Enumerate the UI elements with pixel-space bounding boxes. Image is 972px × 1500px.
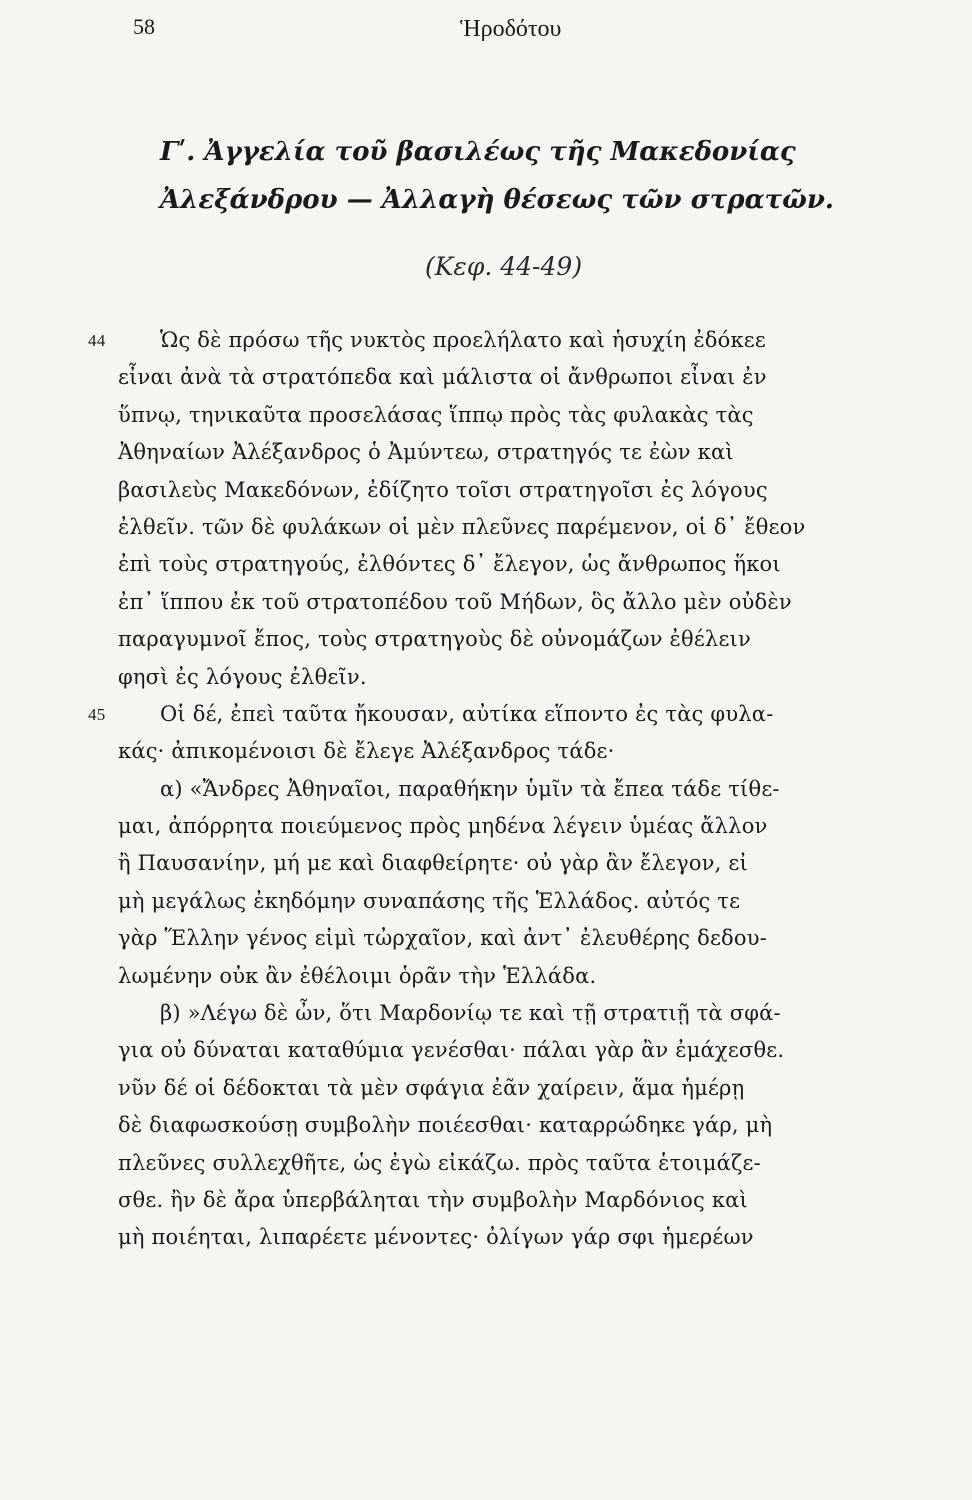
text-line: ἐπ᾽ ἵππου ἐκ τοῦ στρατοπέδου τοῦ Μήδων, ὃς ἄλλο μὲν οὐδὲν bbox=[118, 589, 792, 614]
chapter-title-line-1: Γʹ. Ἀγγελία τοῦ βασιλέως τῆς Μακεδονίας bbox=[160, 137, 796, 167]
text-line bbox=[88, 696, 934, 733]
text-line: νῦν δέ οἱ δέδοκται τὰ μὲν σφάγια ἐᾶν χαίρειν, ἅμα ἡμέρῃ bbox=[118, 1075, 745, 1100]
chapter-reference: (Κεφ. 44-49) bbox=[425, 252, 583, 281]
text-line: πλεῦνες συλλεχθῆτε, ὡς ἐγὼ εἰκάζω. πρὸς ταῦτα ἑτοιμάζε- bbox=[118, 1150, 761, 1175]
text-line: σθε. ἢν δὲ ἄρα ὑπερβάληται τὴν συμβολὴν Μαρδόνιος καὶ bbox=[118, 1187, 748, 1212]
running-title: Ἡροδότου bbox=[460, 16, 562, 42]
text-line: κάς· ἀπικομένοισι δὲ ἔλεγε Ἀλέξανδρος τάδε· bbox=[118, 739, 615, 764]
text-line: ἐπὶ τοὺς στρατηγούς, ἐλθόντες δ᾽ ἔλεγον, ὡς ἄνθρωπος ἥκοι bbox=[118, 552, 781, 577]
text-line bbox=[88, 322, 934, 359]
text-line: μαι, ἀπόρρητα ποιεύμενος πρὸς μηδένα λέγειν ὑμέας ἄλλον bbox=[118, 814, 768, 839]
text-line-content: Οἱ δέ, ἐπεὶ ταῦτα ἤκουσαν, αὐτίκα εἵποντο ἐς τὰς φυλα- bbox=[160, 701, 774, 726]
text-line: δὲ διαφωσκούσῃ συμβολὴν ποιέεσθαι· καταρρώδηκε γάρ, μὴ bbox=[118, 1113, 773, 1138]
text-line: Ἀθηναίων Ἀλέξανδρος ὁ Ἀμύντεω, στρατηγός τε ἐὼν καὶ bbox=[118, 440, 734, 465]
text-line: α) «Ἄνδρες Ἀθηναῖοι, παραθήκην ὑμῖν τὰ ἔπεα τάδε τίθε- bbox=[160, 776, 780, 801]
margin-number-44: 44 bbox=[88, 331, 106, 350]
margin-number-45: 45 bbox=[88, 704, 106, 724]
text-line: λωμένην οὐκ ἂν ἐθέλοιμι ὁρᾶν τὴν Ἑλλάδα. bbox=[118, 963, 597, 988]
chapter-title-line-2: Ἀλεξάνδρου — Ἀλλαγὴ θέσεως τῶν στρατῶν. bbox=[160, 185, 834, 215]
text-line: ἢ Παυσανίην, μή με καὶ διαφθείρητε· οὐ γὰρ ἂν ἔλεγον, εἰ bbox=[118, 851, 748, 876]
text-line: γὰρ Ἕλλην γένος εἰμὶ τὠρχαῖον, καὶ ἀντ᾽ ἐλευθέρης δεδου- bbox=[118, 926, 767, 951]
text-line: για οὐ δύναται καταθύμια γενέσθαι· πάλαι γὰρ ἂν ἐμάχεσθε. bbox=[118, 1038, 785, 1063]
text-line: ἐλθεῖν. τῶν δὲ φυλάκων οἱ μὲν πλεῦνες παρέμενον, οἱ δ᾽ ἔθεον bbox=[118, 514, 806, 539]
text-line: βασιλεὺς Μακεδόνων, ἐδίζητο τοῖσι στρατηγοῖσι ἐς λόγους bbox=[118, 477, 768, 502]
text-line: β) »Λέγω δὲ ὦν, ὅτι Μαρδονίῳ τε καὶ τῇ στρατιῇ τὰ σφά- bbox=[160, 1001, 781, 1026]
text-line-content: Ὡς δὲ πρόσω τῆς νυκτὸς προελήλατο καὶ ἡσυχίη ἐδόκεε bbox=[160, 328, 766, 352]
text-line: μὴ μεγάλως ἐκηδόμην συναπάσης τῆς Ἑλλάδος. αὐτός τε bbox=[118, 888, 741, 913]
text-line: εἶναι ἀνὰ τὰ στρατόπεδα καὶ μάλιστα οἱ ἄνθρωποι εἶναι ἐν bbox=[118, 365, 767, 390]
text-line: ὕπνῳ, τηνικαῦτα προσελάσας ἵππῳ πρὸς τὰς φυλακὰς τὰς bbox=[118, 402, 754, 427]
chapter-title bbox=[160, 128, 920, 224]
page-number: 58 bbox=[133, 14, 155, 39]
body-text bbox=[88, 322, 934, 1257]
text-line: μὴ ποιέηται, λιπαρέετε μένοντες· ὀλίγων γάρ σφι ἡμερέων bbox=[118, 1225, 754, 1250]
text-line: παραγυμνοῖ ἔπος, τοὺς στρατηγοὺς δὲ οὐνομάζων ἐθέλειν bbox=[118, 627, 751, 652]
text-line: φησὶ ἐς λόγους ἐλθεῖν. bbox=[118, 664, 367, 689]
